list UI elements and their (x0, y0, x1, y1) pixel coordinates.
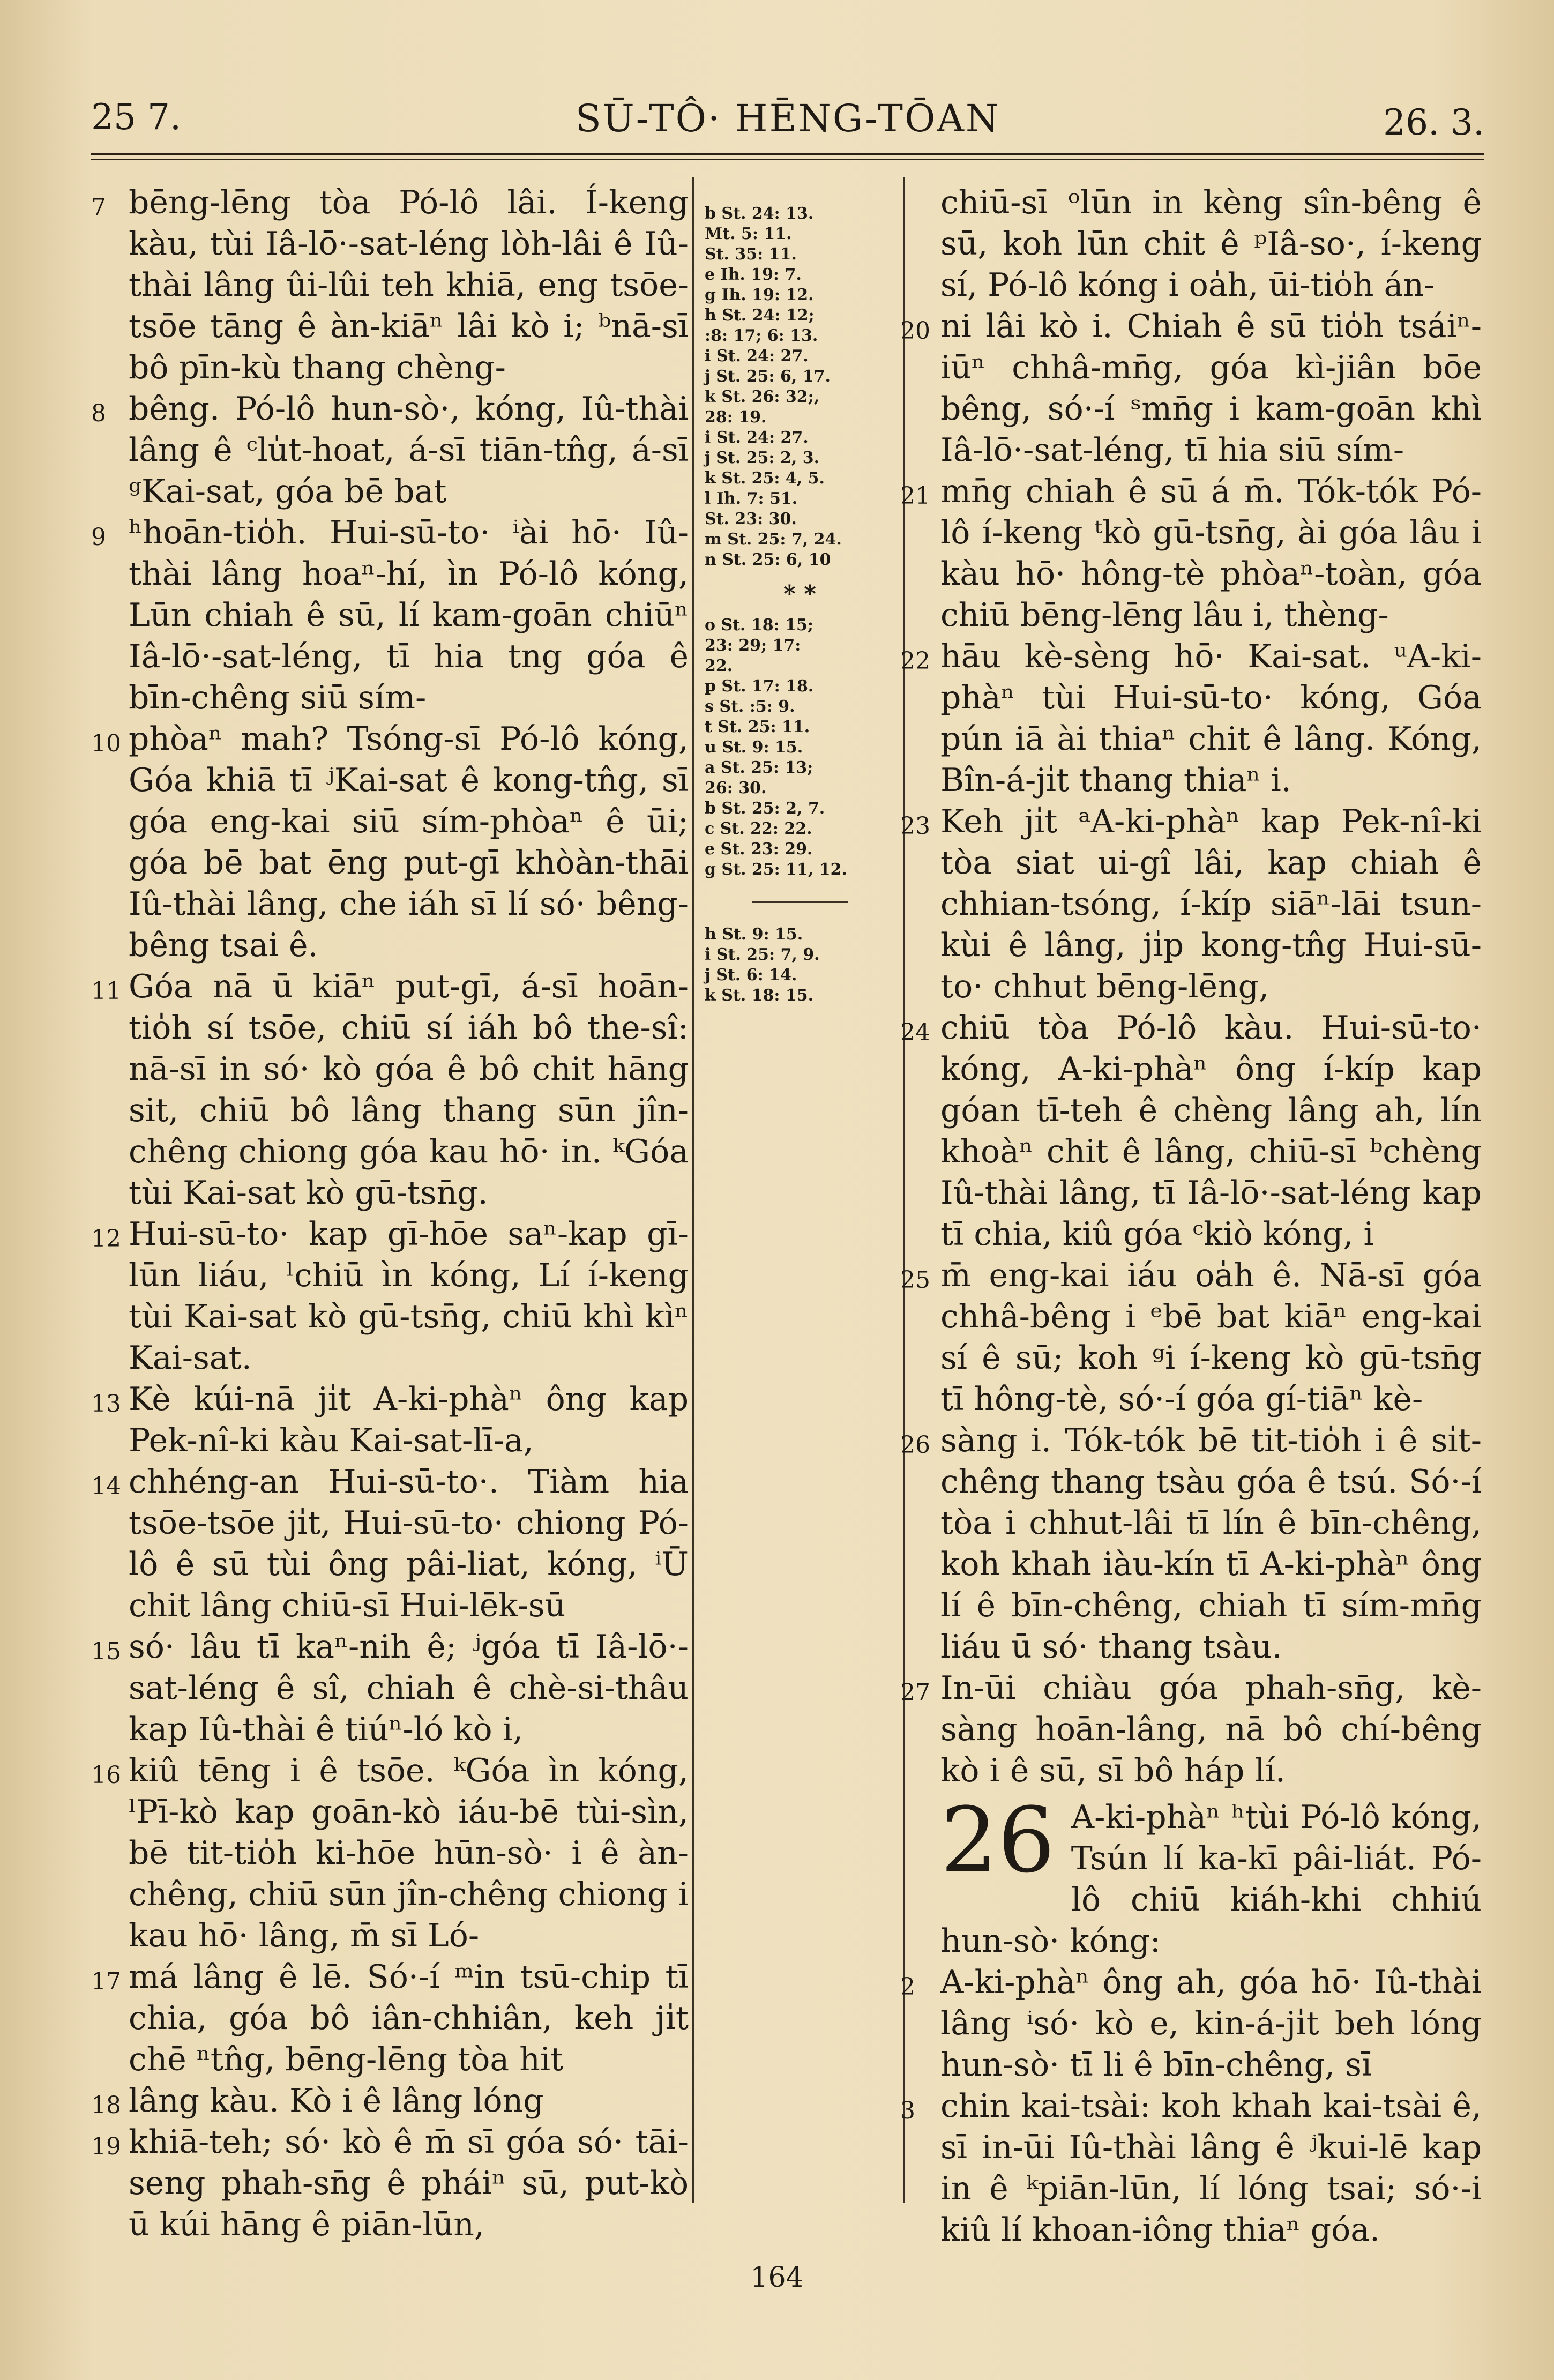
cross-ref: k St. 18: 15. (705, 986, 814, 1005)
verse-text: bēng-lēng tòa Pó-lô lâi. Í-keng kàu, tùi Iâ-lō·-sat-léng lòh-lâi ê Iû-thài lâng ûi-lûi teh khiā, eng tsōe-tsōe tāng ê àn-kiāⁿ lâi kò i; ᵇnā-sī bô pīn-kù thang chèng- (129, 184, 689, 386)
verse-number: 16 (91, 1762, 121, 1789)
verse-number: 15 (91, 1638, 121, 1665)
verse (91, 1379, 689, 1461)
verse-text: ʰhoān-tio̍h. Hui-sū-to· ⁱài hō· Iû-thài lâng hoaⁿ-hí, ìn Pó-lô kóng, Lūn chiah ê sū, lí kam-goān chiūⁿ Iâ-lō·-sat-léng, tī hia tng góa ê bīn-chêng siū sím- (129, 514, 689, 717)
cross-ref: b St. 24: 13. (705, 204, 814, 223)
chapter-intro: A-ki-phàⁿ ʰtùi Pó-lô kóng, Tsún lí ka-kī pâi-liát. Pó-lô chiū kiáh-khi chhiú hun-sò· kóng: (940, 1799, 1482, 1960)
header-rule-thin (91, 159, 1484, 160)
verse-text: In-ūi chiàu góa phah-sn̄g, kè-sàng hoān-lâng, nā bô chí-bêng kò i ê sū, sī bô háp lí. (940, 1669, 1482, 1789)
verse-text: bêng. Pó-lô hun-sò·, kóng, Iû-thài lâng ê ᶜlu̍t-hoat, á-sī tiān-tn̂g, á-sī ᵍKai-sat, góa bē bat (129, 390, 689, 510)
cross-ref: 26: 30. (705, 779, 767, 797)
verse-number: 8 (91, 400, 106, 427)
verse (91, 2080, 689, 2122)
cross-ref: i St. 24: 27. (705, 428, 809, 447)
verse (900, 2086, 1482, 2251)
verse (900, 1255, 1482, 1420)
verse (91, 966, 689, 1214)
verse (91, 1461, 689, 1627)
verse-text: lâng kàu. Kò i ê lâng lóng (129, 2082, 544, 2120)
verse-text: chiū tòa Pó-lô kàu. Hui-sū-to· kóng, A-ki-phàⁿ ông í-kíp kap góan tī-teh ê chèng lâng ah, lín khoàⁿ chit ê lâng, chiū-sī ᵇchèng Iû-thài lâng, tī Iâ-lō·-sat-léng kap tī chia, kiû góa ᶜkiò kóng, i (940, 1009, 1482, 1253)
section-stars: * * (783, 580, 817, 608)
cross-ref: St. 35: 11. (705, 245, 797, 264)
verse-text: chin kai-tsài: koh khah kai-tsài ê, sī in-ūi Iû-thài lâng ê ʲkui-lē kap in ê ᵏpiān-lūn, lí lóng tsai; só·-i kiû lí khoan-iông thiaⁿ góa. (940, 2087, 1482, 2249)
cross-ref: j St. 25: 2, 3. (705, 449, 820, 467)
verse-text: má lâng ê lē. Só·-í ᵐin tsū-chip tī chia, góa bô iân-chhiân, keh ji̍t chē ⁿtn̂g, bēng-lēng tòa hit (129, 1958, 689, 2078)
verse-text: só· lâu tī kaⁿ-nih ê; ʲgóa tī Iâ-lō·-sat-léng ê sî, chiah ê chè-si-thâu kap Iû-thài ê tiúⁿ-ló kò i, (129, 1628, 689, 1748)
verse (91, 389, 689, 512)
verse-text: A-ki-phàⁿ ông ah, góa hō· Iû-thài lâng ⁱsó· kò e, kin-á-ji̍t beh lóng hun-sò· tī li ê bīn-chêng, sī (940, 1964, 1482, 2084)
cross-ref-group (705, 924, 895, 1006)
verse-number: 27 (900, 1679, 930, 1706)
verse-text: Kè kúi-nā ji̍t A-ki-phàⁿ ông kap Pek-nî-ki kàu Kai-sat-lī-a, (129, 1381, 689, 1459)
verse-text: chiū-sī ᵒlūn in kèng sîn-bêng ê sū, koh lūn chit ê ᵖIâ-so·, í-keng sí, Pó-lô kóng i oa̍h, ūi-tio̍h án- (940, 184, 1482, 304)
verse-number: 2 (900, 1973, 915, 2001)
header-left-ref: 25 7. (91, 96, 181, 138)
verse (940, 182, 1482, 306)
verse (900, 1008, 1482, 1255)
running-header (91, 91, 1484, 145)
cross-ref-divider (752, 901, 848, 903)
cross-ref: k St. 25: 4, 5. (705, 469, 825, 488)
verse-text: mn̄g chiah ê sū á m̄. Tók-tók Pó-lô í-keng ᵗkò gū-tsn̄g, ài góa lâu i kàu hō· hông-tè phòaⁿ-toàn, góa chiū bēng-lēng lâu i, thèng- (940, 473, 1482, 634)
cross-ref: g St. 25: 11, 12. (705, 860, 847, 879)
cross-ref: i St. 24: 27. (705, 347, 809, 365)
verse-text: chhéng-an Hui-sū-to·. Tiàm hia tsōe-tsōe ji̍t, Hui-sū-to· chiong Pó-lô ê sū tùi ông pâi-liat, kóng, ⁱŪ chit lâng chiū-sī Hui-lēk-sū (129, 1463, 689, 1624)
verse-text: m̄ eng-kai iáu oa̍h ê. Nā-sī góa chhâ-bêng i ᵉbē bat kiāⁿ eng-kai sí ê sū; koh ᵍi í-keng kò gū-tsn̄g tī hông-tè, só·-í góa gí-tiāⁿ kè- (940, 1257, 1482, 1418)
verse (900, 801, 1482, 1008)
cross-ref-group (705, 204, 895, 570)
verse-text: Keh ji̍t ᵃA-ki-phàⁿ kap Pek-nî-ki tòa siat ui-gî lâi, kap chiah ê chhian-tsóng, í-kíp siāⁿ-lāi tsun-kùi ê lâng, ji̍p kong-tn̂g Hui-sū-to· chhut bēng-lēng, (940, 803, 1482, 1005)
verse-text: hāu kè-sèng hō· Kai-sat. ᵘA-ki-phàⁿ tùi Hui-sū-to· kóng, Góa pún iā ài thiaⁿ chit ê lâng. Kóng, Bîn-á-ji̍t thang thiaⁿ i. (940, 638, 1482, 799)
cross-ref: c St. 22: 22. (705, 819, 812, 838)
cross-ref: p St. 17: 18. (705, 677, 814, 696)
header-title: SŪ-TÔ· HĒNG-TŌAN (575, 96, 1000, 140)
cross-reference-column (705, 204, 895, 1020)
verse-number: 13 (91, 1390, 121, 1417)
verse-number: 11 (91, 978, 121, 1005)
chapter-number: 26 (940, 1788, 1055, 1893)
cross-ref: n St. 25: 6, 10 (705, 550, 831, 569)
cross-ref: :8: 17; 6: 13. (705, 326, 818, 345)
verse-text: phòaⁿ mah? Tsóng-sī Pó-lô kóng, Góa khiā tī ʲKai-sat ê kong-tn̂g, sī góa eng-kai siū sím-phòaⁿ ê ūi; góa bē bat ēng put-gī khòàn-thāi Iû-thài lâng, che iáh sī lí só· bêng-bêng tsai ê. (129, 720, 689, 964)
verse (900, 471, 1482, 636)
verse-number: 19 (91, 2133, 121, 2160)
cross-ref: m St. 25: 7, 24. (705, 530, 842, 549)
cross-ref: e Ih. 19: 7. (705, 265, 802, 284)
verse-number: 18 (91, 2092, 121, 2119)
verse (91, 719, 689, 966)
verse (900, 306, 1482, 471)
verse (91, 182, 689, 389)
verse-number: 21 (900, 482, 930, 510)
verse-text: Góa nā ū kiāⁿ put-gī, á-sī hoān-tio̍h sí tsōe, chiū sí iáh bô the-sî: nā-sī in só· kò góa ê bô chit hāng sit, chiū bô lâng thang sūn jîn-chêng chiong góa kau hō· in. ᵏGóa tùi Kai-sat kò gū-tsn̄g. (129, 968, 689, 1212)
verse-text: kiû tēng i ê tsōe. ᵏGóa ìn kóng, ˡPī-kò kap goān-kò iáu-bē tùi-sìn, bē tit-tio̍h ki-hōe hūn-sò· i ê àn-chêng, chiū sūn jîn-chêng chiong i kau hō· lâng, m̄ sī Ló- (129, 1752, 689, 1954)
cross-ref: St. 23: 30. (705, 510, 797, 528)
cross-ref: b St. 25: 2, 7. (705, 799, 825, 818)
verse (900, 1420, 1482, 1668)
cross-ref: i St. 25: 7, 9. (705, 945, 820, 964)
verse-text: Hui-sū-to· kap gī-hōe saⁿ-kap gī-lūn liáu, ˡchiū ìn kóng, Lí í-keng tùi Kai-sat kò gū-tsn̄g, chiū khì kìⁿ Kai-sat. (129, 1215, 689, 1377)
cross-ref: a St. 25: 13; (705, 758, 813, 777)
cross-ref: u St. 9: 15. (705, 738, 803, 757)
verse-number: 9 (91, 524, 106, 551)
verse (91, 2122, 689, 2245)
verse-number: 22 (900, 647, 930, 675)
cross-ref: 23: 29; 17: (705, 636, 801, 655)
verse-number: 23 (900, 812, 930, 840)
verse-number: 12 (91, 1225, 121, 1252)
cross-ref: h St. 9: 15. (705, 925, 803, 944)
verse (91, 512, 689, 719)
verse-text: khiā-teh; só· kò ê m̄ sī góa só· tāi-seng phah-sn̄g ê pháiⁿ sū, put-kò ū kúi hāng ê piān-lūn, (129, 2123, 689, 2243)
header-rule (91, 153, 1484, 155)
cross-ref: t St. 25: 11. (705, 718, 810, 736)
cross-ref: l Ih. 7: 51. (705, 489, 798, 508)
verse-text: sàng i. Tók-tók bē tit-tio̍h i ê si̍t-chêng thang tsàu góa ê tsú. Só·-í tòa i chhut-lâi tī lín ê bīn-chêng, koh khah iàu-kín tī A-ki-phàⁿ ông lí ê bīn-chêng, chiah tī sím-mn̄g liáu ū só· thang tsàu. (940, 1422, 1482, 1666)
verse-number: 20 (900, 317, 930, 345)
verse-number: 7 (91, 193, 106, 221)
verse-number: 10 (91, 730, 121, 757)
verse-number: 26 (900, 1431, 930, 1459)
header-right-ref: 26. 3. (1383, 102, 1484, 143)
column-divider-left (692, 177, 694, 2203)
verse (91, 1957, 689, 2080)
cross-ref: 22. (705, 656, 733, 675)
verse-text: ni lâi kò i. Chiah ê sū tio̍h tsáiⁿ-iūⁿ chhâ-mn̄g, góa kì-jiân bōe bêng, só·-í ˢmn̄g i kam-goān khì Iâ-lō·-sat-léng, tī hia siū sím- (940, 308, 1482, 469)
cross-ref: 28: 19. (705, 408, 767, 427)
verse (900, 636, 1482, 801)
cross-ref: k St. 26: 32;, (705, 387, 820, 406)
cross-ref: j St. 25: 6, 17. (705, 367, 831, 386)
cross-ref: j St. 6: 14. (705, 966, 797, 984)
verse (91, 1627, 689, 1750)
verse (900, 1962, 1482, 2086)
left-text-column (91, 182, 689, 2245)
cross-ref: h St. 24: 12; (705, 306, 815, 325)
verse-number: 24 (900, 1019, 930, 1046)
cross-ref: e St. 23: 29. (705, 840, 813, 859)
verse-number: 3 (900, 2097, 915, 2124)
right-text-column (900, 182, 1482, 2251)
verse-number: 14 (91, 1473, 121, 1500)
cross-ref: s St. :5: 9. (705, 697, 795, 716)
verse (91, 1214, 689, 1379)
cross-ref-group (705, 615, 895, 880)
page-number: 164 (750, 2262, 804, 2294)
verse (91, 1750, 689, 1957)
cross-ref: g Ih. 19: 12. (705, 286, 814, 304)
verse-number: 17 (91, 1968, 121, 1995)
chapter-start (940, 1788, 1482, 1962)
verse (900, 1668, 1482, 1792)
verse-number: 25 (900, 1266, 930, 1294)
cross-ref: o St. 18: 15; (705, 616, 813, 635)
cross-ref: Mt. 5: 11. (705, 225, 792, 243)
